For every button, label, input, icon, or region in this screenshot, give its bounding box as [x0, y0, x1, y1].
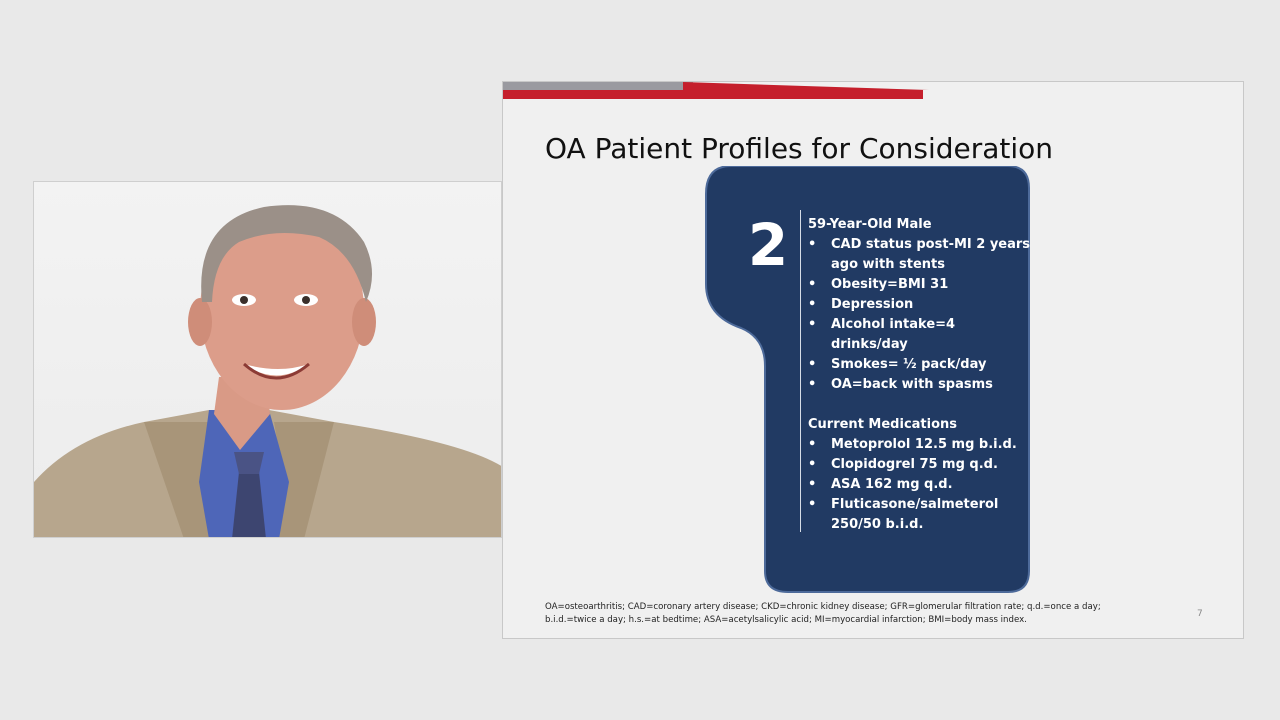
profile-number: 2 — [747, 211, 789, 279]
slide-footnote — [545, 601, 1185, 627]
medication-item: • Clopidogrel 75 mg q.d. — [808, 455, 1033, 475]
presenter-video — [33, 181, 502, 538]
profile-item: • OA=back with spasms — [808, 375, 1033, 395]
list-spacer — [808, 395, 1033, 415]
profile-details — [808, 215, 1033, 535]
slide-title: OA Patient Profiles for Consideration — [545, 132, 1054, 165]
medications-list — [808, 435, 1033, 535]
profile-list — [808, 235, 1033, 395]
medication-item: • Fluticasone/salmeterol 250/50 b.i.d. — [808, 495, 1033, 535]
slide-header-band-red-wedge — [683, 82, 929, 90]
profile-item: • Obesity=BMI 31 — [808, 275, 1033, 295]
profile-item: • Alcohol intake=4 drinks/day — [808, 315, 1033, 355]
profile-heading: 59-Year-Old Male — [808, 217, 932, 232]
profile-item: • Smokes= ½ pack/day — [808, 355, 1033, 375]
profile-item: • CAD status post-MI 2 years ago with stents — [808, 235, 1033, 275]
footnote-line: OA=osteoarthritis; CAD=coronary artery disease; CKD=chronic kidney disease; GFR=glomerular filtration rate; q.d.=once a day; — [545, 602, 1101, 612]
slide-header-band-red — [503, 90, 923, 99]
presentation-slide — [502, 81, 1244, 639]
profile-divider — [800, 210, 801, 532]
medications-heading: Current Medications — [808, 417, 958, 432]
profile-item: • Depression — [808, 295, 1033, 315]
footnote-line: b.i.d.=twice a day; h.s.=at bedtime; ASA=acetylsalicylic acid; MI=myocardial infarction; BMI=body mass index. — [545, 615, 1027, 625]
slide-number: 7 — [1197, 609, 1203, 619]
medication-item: • ASA 162 mg q.d. — [808, 475, 1033, 495]
medication-item: • Metoprolol 12.5 mg b.i.d. — [808, 435, 1033, 455]
slide-header-band-gray — [503, 82, 693, 90]
presenter-figure — [34, 182, 502, 538]
